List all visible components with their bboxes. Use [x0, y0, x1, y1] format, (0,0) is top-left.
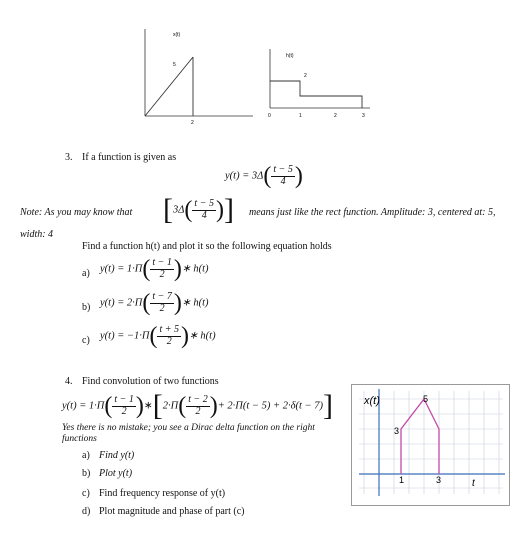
item-a-text: Find y(t) — [99, 450, 135, 461]
item-d-text: Plot magnitude and phase of part (c) — [99, 506, 245, 517]
item-a-label: a) — [82, 450, 90, 461]
problem3-number: 3. — [65, 152, 73, 163]
item-b-label: b) — [82, 468, 91, 479]
ramp-line — [145, 57, 193, 116]
peak-label: 5 — [423, 394, 429, 404]
y-axis-label: h(t) — [286, 53, 294, 59]
tick-3: 3 — [436, 475, 442, 485]
note-equation: [3Δ( $\frac{t - 5}{4}$ )] — [163, 193, 234, 226]
y-axis-label: x(t) — [173, 32, 181, 38]
note-suffix: means just like the rect function. Amplitude: 3, centered at: 5, — [249, 207, 496, 218]
problem4-intro: Find convolution of two functions — [82, 376, 219, 387]
problem4-equation: y(t) = 1·Π( $\frac{t - 1}{2}$ )∗[2·Π( $\frac{t - 2}{2}$ )+ 2·Π(t − 5) + 2·δ(t − 7)] — [62, 389, 333, 422]
problem3-intro: If a function is given as — [82, 152, 177, 163]
item-c-label: c) — [82, 488, 90, 499]
tick-1: 1 — [399, 475, 405, 485]
eq-lhs: y(t) = 3Δ — [225, 170, 264, 182]
peak-label: 5 — [173, 62, 176, 68]
y-axis-label: x(t) — [364, 395, 380, 407]
item-d-label: d) — [82, 506, 91, 517]
tick-2: 2 — [334, 113, 337, 119]
tick-0: 0 — [268, 113, 271, 119]
eq-num: t − 5 — [273, 164, 293, 175]
part-c-equation: y(t) = −1·Π( $\frac{t + 5}{2}$ )∗ h(t) — [100, 323, 216, 349]
tick-1: 1 — [299, 113, 302, 119]
problem4-note2: functions — [62, 434, 97, 444]
part-b-label: b) — [82, 302, 91, 313]
part-a-label: a) — [82, 268, 90, 279]
item-c-text: Find frequency response of y(t) — [99, 488, 226, 499]
problem4-note: Yes there is no mistake; you see a Dirac delta function on the right — [62, 423, 315, 433]
x-axis-label: t — [472, 478, 475, 489]
problem3-task: Find a function h(t) and plot it so the following equation holds — [82, 241, 332, 252]
item-b-text: Plot y(t) — [99, 468, 133, 479]
part-c-label: c) — [82, 335, 90, 346]
part-a-equation: y(t) = 1·Π( $\frac{t - 1}{2}$ )∗ h(t) — [100, 256, 209, 282]
level-label: 2 — [304, 73, 307, 79]
note-line2: width: 4 — [20, 229, 54, 240]
note-prefix: Note: As you may know that — [20, 207, 133, 218]
problem3-equation: y(t) = 3Δ( $\frac{t - 5}{4}$ ) — [225, 163, 303, 189]
tick-3: 3 — [362, 113, 365, 119]
top-left-graph — [135, 24, 265, 124]
step-line — [270, 81, 362, 108]
problem4-graph — [351, 384, 510, 506]
level-label: 3 — [394, 426, 400, 436]
part-b-equation: y(t) = 2·Π( $\frac{t - 7}{2}$ )∗ h(t) — [100, 290, 209, 316]
eq-den: 4 — [280, 175, 286, 187]
problem4-number: 4. — [65, 376, 73, 387]
top-right-graph — [262, 44, 377, 126]
tick-label: 2 — [191, 120, 194, 124]
